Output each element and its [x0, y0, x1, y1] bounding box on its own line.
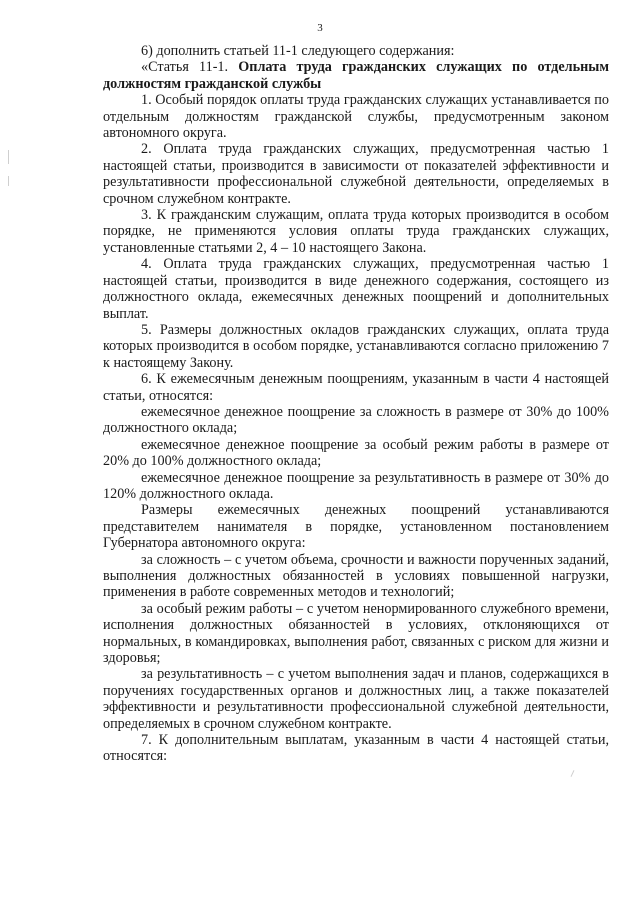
paragraph-4: 4. Оплата труда гражданских служащих, предусмотренная частью 1 настоящей статьи, производится в виде денежного содержания, состоящего из должностного оклада, ежемесячных денежных поощрений и дополнительных выплат.: [103, 256, 609, 322]
bonus-special-mode: ежемесячное денежное поощрение за особый режим работы в размере от 20% до 100% должностного оклада;: [103, 436, 609, 470]
paragraph-1: 1. Особый порядок оплаты труда гражданских служащих устанавливается по отдельным должностям гражданской службы, предусмотренным законом автономного округа.: [103, 92, 609, 142]
scan-mark: [571, 770, 575, 777]
scan-mark: [8, 176, 9, 186]
criteria-special-mode: за особый режим работы – с учетом ненормированного служебного времени, исполнения должностных обязанностей в условиях, отклоняющихся от нормальных, в командировках, выполнения работ, связанных с риском для жизни и здоровья;: [103, 600, 609, 667]
paragraph-7: 7. К дополнительным выплатам, указанным в части 4 настоящей статьи, относятся:: [103, 732, 609, 765]
criteria-complexity: за сложность – с учетом объема, срочности и важности порученных заданий, выполнения должностных обязанностей в условиях повышенной нагрузки, применения в работе современных методов и технологий;: [103, 551, 609, 601]
article-heading: [103, 59, 609, 92]
page-number: 3: [317, 22, 323, 34]
article-prefix: «Статья 11-1.: [141, 59, 229, 76]
paragraph-2: 2. Оплата труда гражданских служащих, предусмотренная частью 1 настоящей статьи, производится в зависимости от показателей эффективности и результативности профессиональной служебной деятельности, определяемых в срочном служебном контракте.: [103, 141, 609, 207]
document-body: [103, 43, 609, 765]
article-title: Оплата труда гражданских служащих по отдельным должностям гражданской службы: [103, 59, 609, 92]
bonus-complexity: ежемесячное денежное поощрение за сложность в размере от 30% до 100% должностного оклада;: [103, 403, 609, 437]
intro-line: 6) дополнить статьей 11-1 следующего содержания:: [141, 43, 455, 59]
paragraph-5: 5. Размеры должностных окладов гражданских служащих, оплата труда которых производится в особом порядке, устанавливаются согласно приложению 7 к настоящему Закону.: [103, 321, 609, 371]
paragraph-3: 3. К гражданским служащим, оплата труда которых производится в особом порядке, не применяются условия оплаты труда гражданских служащих, установленные статьями 2, 4 – 10 настоящего Закона.: [103, 207, 609, 256]
bonus-amounts-rule: Размеры ежемесячных денежных поощрений устанавливаются представителем нанимателя в порядке, установленном постановлением Губернатора автономного округа:: [103, 502, 609, 552]
scan-mark: [8, 150, 9, 164]
bonus-performance: ежемесячное денежное поощрение за результативность в размере от 30% до 120% должностного оклада.: [103, 469, 609, 502]
criteria-performance: за результативность – с учетом выполнения задач и планов, содержащихся в поручениях государственных органов и должностных лиц, а также показателей эффективности и результативности профессиональной служебной деятельности, определяемых в срочном служебном контракте.: [103, 666, 609, 732]
paragraph-6: 6. К ежемесячным денежным поощрениям, указанным в части 4 настоящей статьи, относятся:: [103, 371, 609, 404]
